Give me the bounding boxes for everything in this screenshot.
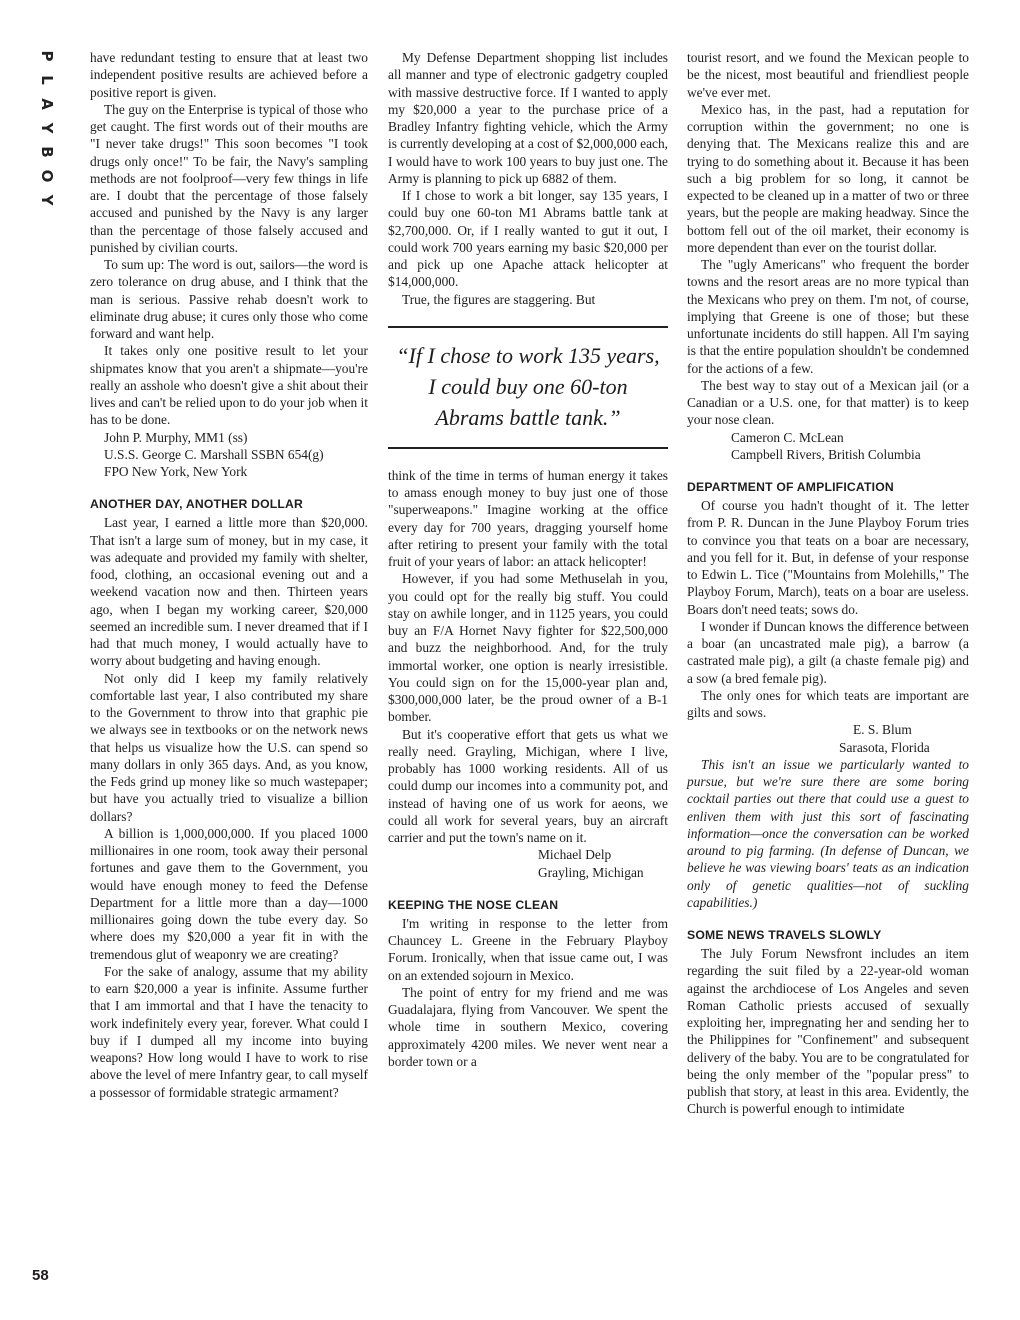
paragraph: Mexico has, in the past, had a reputation for corruption within the government; no one is denying that. The Mexicans realize this and are trying to do something about it. Because it has been such a big problem for so long, it cannot be expected to be cleaned up in a matter of two or three years, but the people are making headway. Since the bottom fell out of the oil market, their economy is more dependent than ever on the tourist dollar. bbox=[687, 101, 969, 255]
paragraph: The "ugly Americans" who frequent the border towns and the resort areas are no more typical than the Mexicans who prey on them. I'm not, of course, implying that Greene is one of those; but these unfortunate incidents do still happen. All I'm saying is that the entire population shouldn't be condemned for the actions of a few. bbox=[687, 257, 969, 376]
paragraph: I wonder if Duncan knows the difference between a boar (an uncastrated male pig), a barrow (a castrated male pig), a gilt (a chaste female pig) and a sow (a bred female pig). bbox=[687, 618, 969, 686]
signature-name: E. S. Blum bbox=[853, 722, 912, 738]
paragraph: The only ones for which teats are important are gilts and sows. bbox=[687, 687, 969, 720]
pull-quote: “If I chose to work 135 years, I could buy one 60-ton Abrams battle tank.” bbox=[388, 326, 668, 449]
running-head-letter: Y bbox=[38, 194, 56, 206]
paragraph: For the sake of analogy, assume that my ability to earn $20,000 a year is infinite. Assume further that I am immortal and that I have the tenacity to work indefinitely every year, forever. What could I buy if I dumped all my income into buying weapons? How long would I have to work to rise above the level of mere Infantry gear, to call myself a possessor of formidable strategic armament? bbox=[90, 963, 368, 1100]
signature-line: U.S.S. George C. Marshall SSBN 654(g) bbox=[104, 446, 324, 462]
running-head-letter: Y bbox=[38, 122, 56, 134]
running-head-letter: O bbox=[38, 169, 56, 183]
paragraph: A billion is 1,000,000,000. If you placed 1000 millionaires in one room, took away their personal fortunes and gave them to the Government, you would have enough money to feed the Defense Department for a little more than a day—1000 millionaires going down the tube every day. So where does my $20,000 a year fit in with the tremendous glut of weaponry we are creating? bbox=[90, 825, 368, 962]
paragraph: have redundant testing to ensure that at least two independent positive results are achieved before a positive report is given. bbox=[90, 50, 368, 100]
editor-note: This isn't an issue we particularly wanted to pursue, but we're sure there are some boring cocktail parties out there that could use a guest to enliven them with just this sort of fascinating information—once the conversation can be worked around to pig farming. (In defense of Duncan, we believe he was viewing boars' teats as an indication only of genetic qualities—not of suckling capabilities.) bbox=[687, 756, 969, 910]
section-heading: SOME NEWS TRAVELS SLOWLY bbox=[687, 928, 882, 942]
paragraph: The best way to stay out of a Mexican jail (or a Canadian or a U.S. one, for that matter) is to keep your nose clean. bbox=[687, 377, 969, 428]
paragraph: tourist resort, and we found the Mexican people to be the nicest, most beautiful and friendliest people we've ever met. bbox=[687, 50, 969, 100]
signature-name: Michael Delp bbox=[538, 847, 612, 863]
section-heading: DEPARTMENT OF AMPLIFICATION bbox=[687, 480, 894, 494]
paragraph: The guy on the Enterprise is typical of those who get caught. The first words out of their mouths are "I never take drugs!" This soon becomes "I took drugs only once!" To be fair, the Navy's sampling methods are not foolproof—very few things in life are. I doubt that the percentage of those falsely accused and punished by the Navy is any larger than the percentage of those falsely accused and punished by civilian courts. bbox=[90, 101, 368, 255]
paragraph: Not only did I keep my family relatively comfortable last year, I also contributed my share to the Government to throw into that graphic pie we always see in textbooks or on the network news that helps us visualize how the U.S. can spend so many dollars in only 365 days. And, as you know, the Feds grind up money like so much wastepaper; but have you actually tried to visualize a billion dollars? bbox=[90, 670, 368, 824]
section-heading: KEEPING THE NOSE CLEAN bbox=[388, 897, 559, 912]
column-2 bbox=[388, 49, 668, 1070]
paragraph: If I chose to work a bit longer, say 135 years, I could buy one 60-ton M1 Abrams battle tank at $2,700,000. Or, if I really wanted to gut it out, I could work 700 years earning my basic $20,000 per and pick up one Apache attack helicopter at $14,000,000. bbox=[388, 188, 668, 290]
paragraph: To sum up: The word is out, sailors—the word is zero tolerance on drug abuse, and I think that the man is serious. Passive rehab doesn't work to eliminate drug abuse; it cures only those who come forward and want help. bbox=[90, 257, 368, 341]
paragraph: It takes only one positive result to let your shipmates know that you aren't a shipmate—you're really an asshole who doesn't give a shit about their lives and can't be relied upon to do your job when it has to be done. bbox=[90, 343, 368, 428]
running-head bbox=[34, 44, 60, 212]
column-1 bbox=[90, 49, 368, 1101]
column-3 bbox=[687, 49, 969, 1118]
paragraph: Of course you hadn't thought of it. The letter from P. R. Duncan in the June Playboy Forum tries to convince you that teats on a boar are necessary, and you fell for it. But, in defense of your response to Edwin L. Tice ("Mountains from Molehills," The Playboy Forum, March), teats on a boar are useless. Boars don't need teats; sows do. bbox=[687, 498, 969, 617]
signature-line: Sarasota, Florida bbox=[839, 739, 930, 755]
paragraph: However, if you had some Methuselah in you, you could opt for the really big stuff. You could stay on awhile longer, and in 1125 years, you could buy an F/A Hornet Navy fighter for $22,500,000 and buzz the neighborhood. And, for the truly immortal worker, one option is nearly irresistible. You could sign on for the 15,000-year plan and, $300,000,000 later, be the proud owner of a B-1 bomber. bbox=[388, 571, 668, 725]
signature-name: Cameron C. McLean bbox=[731, 429, 844, 445]
paragraph: think of the time in terms of human energy it takes to amass enough money to buy just one of those "superweapons." Imagine working at the office every day for 700 years, dragging yourself home after retiring to present your family with the total fruit of your years of labor: an attack helicopter! bbox=[388, 467, 668, 569]
paragraph: But it's cooperative effort that gets us what we really need. Grayling, Michigan, where I live, probably has 1000 working residents. All of us could dump our incomes into a community pot, and instead of having one of us work for aeons, we could all work for several years, buy an aircraft carrier and put the town's name on it. bbox=[388, 726, 668, 845]
signature-name: John P. Murphy, MM1 (ss) bbox=[104, 429, 248, 445]
running-head-letter: L bbox=[38, 75, 56, 85]
paragraph: Last year, I earned a little more than $20,000. That isn't a large sum of money, but in my case, it was adequate and provided my family with shelter, food, clothing, an occasional evening out and a weekend vacation now and then. Thirteen years ago, when I began my working career, $20,000 seemed an incredible sum. I never dreamed that if I had that much money, I would actually have to worry about budgeting and having enough. bbox=[90, 515, 368, 669]
paragraph: I'm writing in response to the letter from Chauncey L. Greene in the February Playboy Forum. Ironically, when that issue came out, I was on an extended sojourn in Mexico. bbox=[388, 915, 668, 983]
section-heading: ANOTHER DAY, ANOTHER DOLLAR bbox=[90, 497, 304, 512]
running-head-letter: P bbox=[38, 50, 56, 62]
signature-line: Campbell Rivers, British Columbia bbox=[731, 446, 921, 462]
paragraph: My Defense Department shopping list includes all manner and type of electronic gadgetry coupled with massive destructive force. If I wanted to apply my $20,000 a year to the purchase price of a Bradley Infantry fighting vehicle, which the Army is currently developing at a cost of $2,000,000 each, I would have to work 100 years to buy just one. The Army is planning to pick up 6882 of them. bbox=[388, 50, 669, 186]
paragraph: The point of entry for my friend and me was Guadalajara, flying from Vancouver. We spent the whole time in southern Mexico, covering approximately 4200 miles. We never went near a border town or a bbox=[388, 984, 668, 1069]
signature-line: FPO New York, New York bbox=[104, 464, 248, 479]
running-head-letter: B bbox=[38, 146, 56, 158]
paragraph: The July Forum Newsfront includes an item regarding the suit filed by a 22-year-old woman against the archdiocese of Los Angeles and seven Roman Catholic priests accused of sexually exploiting her, impregnating her and sending her to the Philippines for "Confinement" and subsequent delivery of the baby. You are to be congratulated for being the only member of the "popular press" to publish that story, at least in this area. Evidently, the Church is powerful enough to intimidate bbox=[687, 946, 969, 1117]
signature-line: Grayling, Michigan bbox=[538, 864, 644, 880]
running-head-letter: A bbox=[38, 98, 56, 110]
paragraph: True, the figures are staggering. But bbox=[402, 291, 596, 307]
page-number: 58 bbox=[32, 1267, 49, 1284]
